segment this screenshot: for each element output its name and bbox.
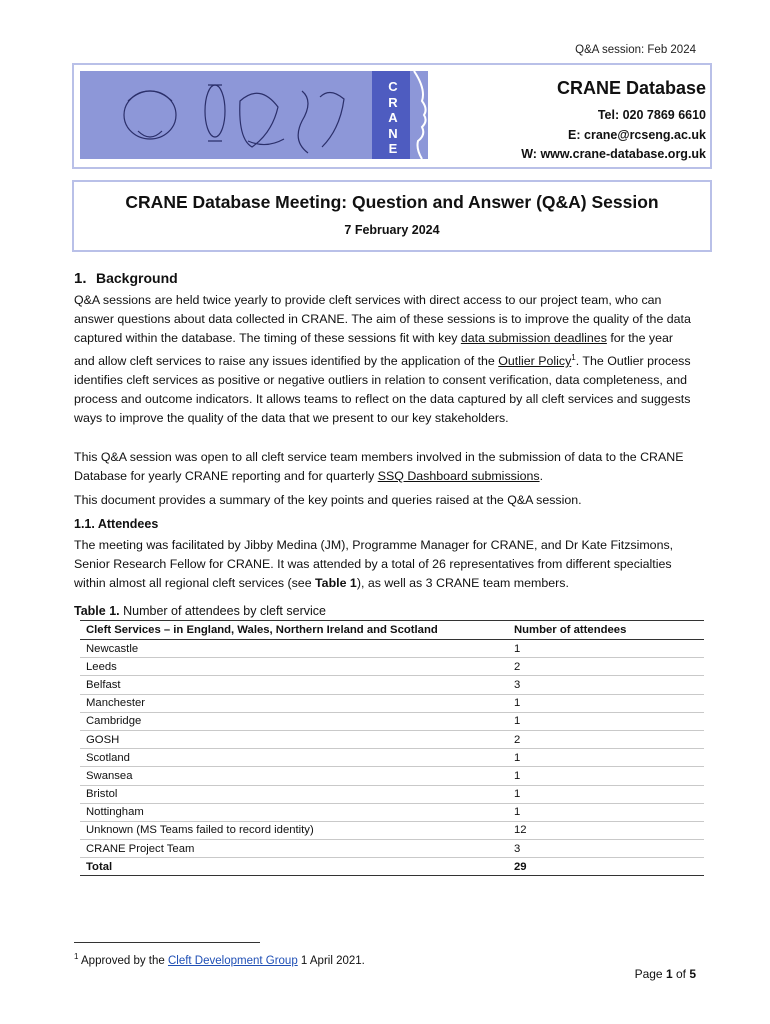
table-row (80, 712, 704, 730)
attendees-count-cell: 1 (508, 712, 704, 730)
attendees-count-cell: 3 (508, 840, 704, 858)
column-header: Cleft Services – in England, Wales, Northern Ireland and Scotland (80, 621, 508, 640)
attendees-count-cell: 1 (508, 749, 704, 767)
cleft-service-cell: Nottingham (80, 803, 508, 821)
table-caption: Table 1. Number of attendees by cleft service (74, 604, 326, 618)
cleft-service-cell: Bristol (80, 785, 508, 803)
attendees-count-cell: 2 (508, 730, 704, 748)
page-number: Page 1 of 5 (634, 967, 696, 981)
attendees-count-cell: 3 (508, 676, 704, 694)
cleft-service-cell: Newcastle (80, 640, 508, 658)
cleft-service-cell: Belfast (80, 676, 508, 694)
web-line[interactable]: W: www.crane-database.org.uk (521, 147, 706, 161)
background-paragraph-1: Q&A sessions are held twice yearly to provide cleft services with direct access to our project team, who can answer questions about data collected in CRANE. The aim of these sessions is to improve the quality of the data captured within the database. The timing of these sessions fit with key data submission deadlines for the year and allow cleft services to raise any issues identified by the application of the Outlier Policy$^1$. The Outlier process identifies cleft services as positive or negative outliers in relation to consent verification, data completeness, and process and outcome indicators. It allows teams to reflect on the data captured by all cleft services and suggests ways to improve the quality of the data that we present to our key stakeholders. (74, 293, 691, 426)
table-row (80, 803, 704, 821)
cleft-service-cell: Cambridge (80, 712, 508, 730)
attendees-count-cell: 12 (508, 821, 704, 839)
background-paragraph-2: This Q&A session was open to all cleft service team members involved in the submission of data to the CRANE Database for yearly CRANE reporting and for quarterly SSQ Dashboard submissions. (74, 450, 684, 483)
column-header: Number of attendees (508, 621, 704, 640)
crane-logo-letters: C R A N E (388, 79, 398, 156)
data-submission-deadlines-link[interactable]: data submission deadlines (460, 331, 607, 345)
cleft-service-cell: Leeds (80, 658, 508, 676)
cleft-service-cell: Unknown (MS Teams failed to record identity) (80, 821, 508, 839)
document-title: CRANE Database Meeting: Question and Answer (Q&A) Session (125, 192, 659, 212)
section-heading-background (74, 270, 178, 287)
attendees-count-cell: 1 (508, 803, 704, 821)
table-row (80, 694, 704, 712)
email-line[interactable]: E: crane@rcseng.ac.uk (568, 127, 706, 142)
face-profile-icon (410, 71, 428, 159)
background-paragraph-3: This document provides a summary of the key points and queries raised at the Q&A session. (74, 493, 582, 507)
table-total-row (80, 858, 704, 876)
cleft-service-cell: Swansea (80, 767, 508, 785)
table-row (80, 676, 704, 694)
attendees-count-cell: 1 (508, 640, 704, 658)
attendees-count-cell: 1 (508, 785, 704, 803)
table-row (80, 730, 704, 748)
title-box (72, 180, 712, 252)
cleft-service-cell: Scotland (80, 749, 508, 767)
org-title: CRANE Database (556, 78, 706, 98)
contact-block (521, 78, 706, 165)
crane-logo (80, 71, 428, 159)
attendees-heading: 1.1. Attendees (74, 517, 159, 531)
section-number: 1. (74, 270, 87, 287)
attendees-paragraph: The meeting was facilitated by Jibby Medina (JM), Programme Manager for CRANE, and Dr Kate Fitzsimons, Senior Research Fellow for CRANE. It was attended by a total of 26 representatives from different specialties within almost all regional cleft services (see Table 1), as well as 3 CRANE team members. (74, 538, 674, 590)
table-row (80, 658, 704, 676)
attendees-table (80, 620, 704, 876)
meeting-date: 7 February 2024 (344, 223, 440, 237)
total-count-cell: 29 (508, 858, 704, 876)
cleft-service-cell: CRANE Project Team (80, 840, 508, 858)
attendees-count-cell: 1 (508, 767, 704, 785)
footnote-ref[interactable]: 1 (571, 353, 576, 362)
outlier-policy-link[interactable]: Outlier Policy (498, 354, 572, 369)
table-header-row (80, 621, 704, 640)
footnote-divider (74, 942, 260, 943)
table-row (80, 840, 704, 858)
cleft-development-group-link[interactable]: Cleft Development Group (167, 954, 298, 967)
table-row (80, 767, 704, 785)
table-row (80, 640, 704, 658)
cleft-service-cell: GOSH (80, 730, 508, 748)
table-row (80, 821, 704, 839)
table-row (80, 785, 704, 803)
attendees-count-cell: 1 (508, 694, 704, 712)
crest-icon (80, 71, 372, 159)
table-row (80, 749, 704, 767)
section-title: Background (96, 270, 178, 286)
total-label-cell: Total (80, 858, 508, 876)
attendees-count-cell: 2 (508, 658, 704, 676)
cleft-service-cell: Manchester (80, 694, 508, 712)
tel-line: Tel: 020 7869 6610 (597, 108, 706, 122)
ssq-dashboard-link[interactable]: SSQ Dashboard submissions (377, 469, 540, 483)
footnote: $^1$ Approved by the Cleft Development Group 1 April 2021. (74, 952, 365, 967)
session-label: Q&A session: Feb 2024 (575, 44, 696, 56)
